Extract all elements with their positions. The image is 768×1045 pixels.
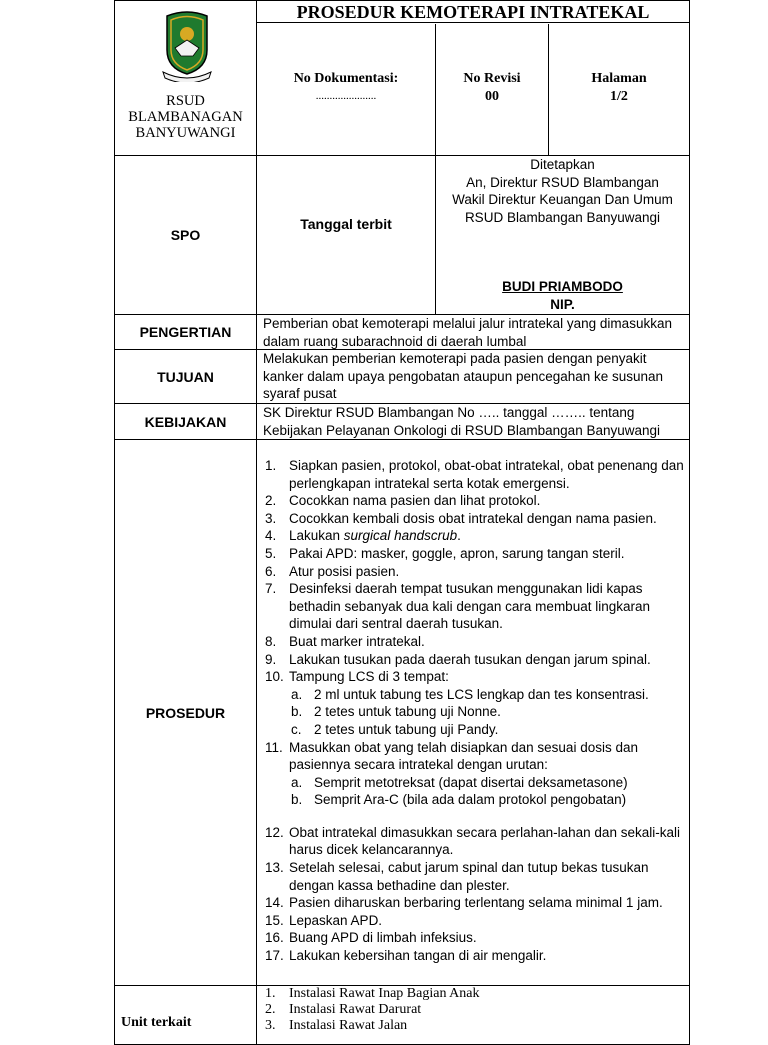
doc-number-value: ...................... xyxy=(315,90,377,102)
list-item-number: 13. xyxy=(265,860,284,876)
list-item-text: Buang APD di limbah infeksius. xyxy=(289,930,477,946)
list-item xyxy=(257,774,687,792)
list-item xyxy=(257,703,687,721)
list-item-number: 6. xyxy=(265,563,277,579)
tujuan-label: TUJUAN xyxy=(157,368,214,385)
list-item xyxy=(257,492,687,510)
list-item-number: 17. xyxy=(265,948,284,964)
list-item-number: 10. xyxy=(265,669,284,685)
list-item-number: 1. xyxy=(265,458,277,473)
list-item-number: 1. xyxy=(265,986,276,1001)
list-item xyxy=(257,859,687,894)
page-label: Halaman xyxy=(591,71,647,86)
list-item xyxy=(257,739,687,774)
approval-cell xyxy=(436,156,689,314)
hospital-name-line-1: RSUD xyxy=(166,93,205,109)
list-item-text: Lakukan kebersihan tangan di air mengalir. xyxy=(289,948,547,964)
list-item-text: Cocokkan nama pasien dan lihat protokol. xyxy=(289,493,541,509)
list-item-text: Lepaskan APD. xyxy=(289,912,383,928)
list-item-text: Cocokkan kembali dosis obat intratekal dengan nama pasien. xyxy=(289,510,657,526)
list-item-text: Tampung LCS di 3 tempat: xyxy=(289,669,449,685)
spo-row xyxy=(114,155,690,315)
list-item-text: Pasien diharuskan berbaring terlentang selama minimal 1 jam. xyxy=(289,895,663,911)
list-item xyxy=(257,668,687,686)
unit-list xyxy=(257,986,689,1044)
hospital-cell xyxy=(115,1,256,155)
spo-label: SPO xyxy=(170,227,201,243)
list-item-text: Lakukan xyxy=(289,528,344,544)
list-item-number: 5. xyxy=(265,545,277,561)
list-item xyxy=(257,651,687,669)
doc-number-label: No Dokumentasi: xyxy=(293,71,399,86)
list-item xyxy=(257,894,687,912)
list-item-text: Masukkan obat yang telah disiapkan dan sesuai dosis dan pasiennya secara intratekal dengan urutan: xyxy=(289,739,638,773)
procedure-list xyxy=(257,457,687,965)
pengertian-label: PENGERTIAN xyxy=(139,324,232,340)
list-item xyxy=(257,686,687,704)
list-item xyxy=(257,986,689,1002)
page-value: 1/2 xyxy=(610,89,628,104)
list-item xyxy=(257,929,687,947)
prosedur-label: PROSEDUR xyxy=(145,704,226,721)
list-item-number: 11. xyxy=(265,739,283,755)
page-number-cell xyxy=(549,24,689,155)
unit-label: Unit terkait xyxy=(121,1015,192,1030)
header-row xyxy=(114,0,690,156)
list-item xyxy=(257,1018,689,1034)
list-item-number: 4. xyxy=(265,528,277,544)
list-item xyxy=(257,1002,689,1018)
list-item-text: Pakai APD: masker, goggle, apron, sarung tangan steril. xyxy=(289,545,625,561)
list-item-text: Semprit metotreksat (dapat disertai deksametasone) xyxy=(314,774,628,790)
list-item xyxy=(257,527,687,545)
list-item xyxy=(257,947,687,965)
list-item-number: 3. xyxy=(265,1018,276,1033)
signer-name: BUDI PRIAMBODO xyxy=(502,279,623,294)
revision-value: 00 xyxy=(485,89,499,104)
unit-row xyxy=(114,985,690,1045)
hospital-name-line-2: BLAMBANAGAN xyxy=(128,109,243,125)
pengertian-row xyxy=(114,314,690,350)
list-item-number: 15. xyxy=(265,912,284,928)
list-item-text: Semprit Ara-C (bila ada dalam protokol pengobatan) xyxy=(314,792,627,808)
list-item-number: 8. xyxy=(265,633,277,649)
prosedur-row xyxy=(114,439,690,986)
list-item xyxy=(257,912,687,930)
list-item-text: Siapkan pasien, protokol, obat-obat intratekal, obat penenang dan perlengkapan intratekal serta kotak emergensi. xyxy=(289,458,684,491)
tujuan-text: Melakukan pemberian kemoterapi pada pasien dengan penyakit kanker dalam upaya pengobatan ataupun pencegahan ke susunan syaraf pusat xyxy=(263,351,664,401)
tujuan-row xyxy=(114,349,690,404)
list-item-text: Lakukan tusukan pada daerah tusukan dengan jarum spinal. xyxy=(289,651,651,667)
list-item-text-end: . xyxy=(457,528,461,544)
list-item-number: b. xyxy=(291,704,303,720)
list-item-number: 12. xyxy=(265,824,284,840)
list-item-number: 14. xyxy=(265,895,284,911)
list-item xyxy=(257,791,687,809)
doc-number-cell xyxy=(257,24,435,155)
list-item-number: 2. xyxy=(265,493,277,509)
list-item-text: 2 tetes untuk tabung uji Nonne. xyxy=(314,704,501,720)
kebijakan-row xyxy=(114,403,690,440)
list-item-number: 16. xyxy=(265,930,284,946)
revision-cell xyxy=(436,24,548,155)
hospital-name-line-3: BANYUWANGI xyxy=(135,125,236,141)
list-item-number: a. xyxy=(291,774,303,790)
approval-line: Ditetapkan xyxy=(530,157,595,172)
list-item-text: Atur posisi pasien. xyxy=(289,563,400,579)
list-item-text: Instalasi Rawat Darurat xyxy=(289,1002,422,1017)
list-item-number: 3. xyxy=(265,510,277,526)
list-item-emphasis: surgical handscrub xyxy=(343,528,458,544)
approval-line: RSUD Blambangan Banyuwangi xyxy=(464,209,661,225)
list-item xyxy=(257,633,687,651)
list-item xyxy=(257,721,687,739)
list-item-number: a. xyxy=(291,686,303,702)
list-item-text: Buat marker intratekal. xyxy=(289,633,425,649)
list-item xyxy=(257,457,687,492)
list-item-text: Desinfeksi daerah tempat tusukan menggunakan lidi kapas bethadin sebanyak dua kali dengan cara membuat lingkaran dimulai dari sentral daerah tusukan. xyxy=(289,581,650,632)
kebijakan-text: SK Direktur RSUD Blambangan No ….. tanggal …….. tentang Kebijakan Pelayanan Onkologi di RSUD Blambangan Banyuwangi xyxy=(263,405,660,438)
issue-date-label: Tanggal terbit xyxy=(300,216,392,232)
list-item-number: 7. xyxy=(265,581,277,597)
list-item-text: 2 ml untuk tabung tes LCS lengkap dan tes konsentrasi. xyxy=(314,686,649,702)
kebijakan-label: KEBIJAKAN xyxy=(144,413,227,430)
list-item-number: b. xyxy=(291,792,303,808)
page-title: PROSEDUR KEMOTERAPI INTRATEKAL xyxy=(257,1,689,23)
list-item xyxy=(257,563,687,581)
approval-line: An, Direktur RSUD Blambangan xyxy=(466,174,659,190)
list-item xyxy=(257,580,687,633)
list-item-text: Instalasi Rawat Inap Bagian Anak xyxy=(289,986,480,1001)
list-item-text: Instalasi Rawat Jalan xyxy=(289,1018,408,1033)
list-item-number: 2. xyxy=(265,1002,276,1017)
approval-line: Wakil Direktur Keuangan Dan Umum xyxy=(452,192,673,207)
list-item-number: c. xyxy=(291,721,302,737)
signer-nip: NIP. xyxy=(550,296,575,312)
list-item-text: Setelah selesai, cabut jarum spinal dan tutup bekas tusukan dengan kassa bethadine dan plester. xyxy=(289,860,649,893)
pengertian-text: Pemberian obat kemoterapi melalui jalur intratekal yang dimasukkan dalam ruang subarachnoid di daerah lumbal xyxy=(263,316,672,349)
revision-label: No Revisi xyxy=(463,71,521,86)
list-item-text: Obat intratekal dimasukkan secara perlahan-lahan dan sekali-kali harus dicek kelancarannya. xyxy=(289,824,680,858)
list-item-text: 2 tetes untuk tabung uji Pandy. xyxy=(314,721,499,737)
list-item-number: 9. xyxy=(265,651,277,667)
list-item xyxy=(257,545,687,563)
list-item xyxy=(257,510,687,528)
hospital-logo-icon xyxy=(159,10,215,82)
list-item xyxy=(257,824,687,859)
